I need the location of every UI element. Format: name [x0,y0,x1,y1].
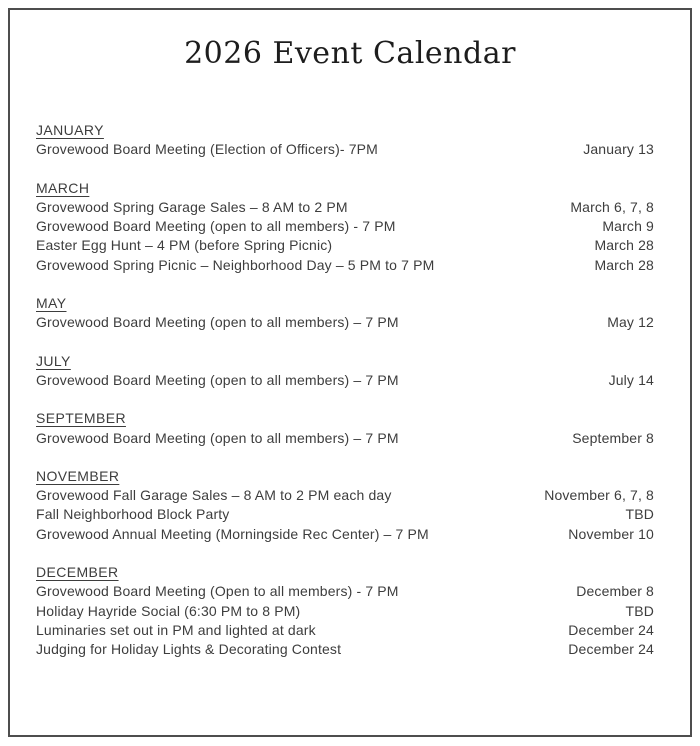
event-date: November 10 [568,525,654,542]
event-name: Holiday Hayride Social (6:30 PM to 8 PM) [36,602,301,619]
event-row [36,621,654,640]
event-row [36,236,654,255]
event-name: Grovewood Annual Meeting (Morningside Rec Center) – 7 PM [36,525,429,542]
event-date: December 8 [576,583,654,600]
month-section [36,563,654,659]
event-row [36,371,654,390]
event-name: Grovewood Spring Garage Sales – 8 AM to 2 PM [36,198,348,215]
month-section [36,294,654,333]
event-name: Easter Egg Hunt – 4 PM (before Spring Picnic) [36,237,333,254]
event-row [36,486,654,505]
event-name: Judging for Holiday Lights & Decorating Contest [36,641,342,658]
event-date: TBD [625,602,654,619]
month-events [36,313,654,332]
event-date: TBD [625,506,654,523]
event-name: Grovewood Fall Garage Sales – 8 AM to 2 PM each day [36,487,392,504]
month-heading: DECEMBER [36,564,119,581]
event-date: December 24 [568,641,654,658]
event-date: November 6, 7, 8 [544,487,654,504]
event-name: Grovewood Board Meeting (open to all members) - 7 PM [36,218,396,235]
event-date: March 28 [594,237,654,254]
month-events [36,198,654,275]
event-name: Grovewood Spring Picnic – Neighborhood Day – 5 PM to 7 PM [36,256,435,273]
event-date: July 14 [608,371,654,388]
event-row [36,198,654,217]
event-name: Grovewood Board Meeting (open to all members) – 7 PM [36,371,399,388]
event-date: September 8 [572,429,654,446]
calendar-content [10,121,690,660]
page-border-frame [8,8,692,737]
month-section [36,467,654,544]
event-row [36,602,654,621]
page-title: 2026 Event Calendar [184,36,516,71]
event-date: December 24 [568,621,654,638]
event-name: Grovewood Board Meeting (Open to all members) - 7 PM [36,583,399,600]
event-row [36,525,654,544]
month-heading: NOVEMBER [36,467,120,484]
month-events [36,582,654,659]
month-section [36,121,654,160]
month-section [36,352,654,391]
event-date: January 13 [583,141,654,158]
event-row [36,582,654,601]
month-heading: SEPTEMBER [36,410,126,427]
event-name: Luminaries set out in PM and lighted at dark [36,621,316,638]
event-row [36,505,654,524]
event-name: Fall Neighborhood Block Party [36,506,230,523]
month-section [36,179,654,275]
month-heading: JANUARY [36,122,104,138]
event-name: Grovewood Board Meeting (open to all members) – 7 PM [36,314,399,331]
event-row [36,640,654,659]
event-date: March 6, 7, 8 [570,198,654,215]
event-name: Grovewood Board Meeting (Election of Officers)- 7PM [36,141,378,158]
event-row [36,429,654,448]
month-events [36,140,654,159]
month-section [36,409,654,448]
event-date: March 9 [602,218,654,235]
event-date: March 28 [594,256,654,273]
month-heading: MARCH [36,179,90,196]
month-heading: MAY [36,295,67,312]
event-name: Grovewood Board Meeting (open to all members) – 7 PM [36,429,399,446]
month-events [36,371,654,390]
month-events [36,486,654,544]
event-row [36,140,654,159]
month-heading: JULY [36,352,71,369]
event-row [36,217,654,236]
event-row [36,256,654,275]
month-events [36,429,654,448]
event-row [36,313,654,332]
event-date: May 12 [607,314,654,331]
